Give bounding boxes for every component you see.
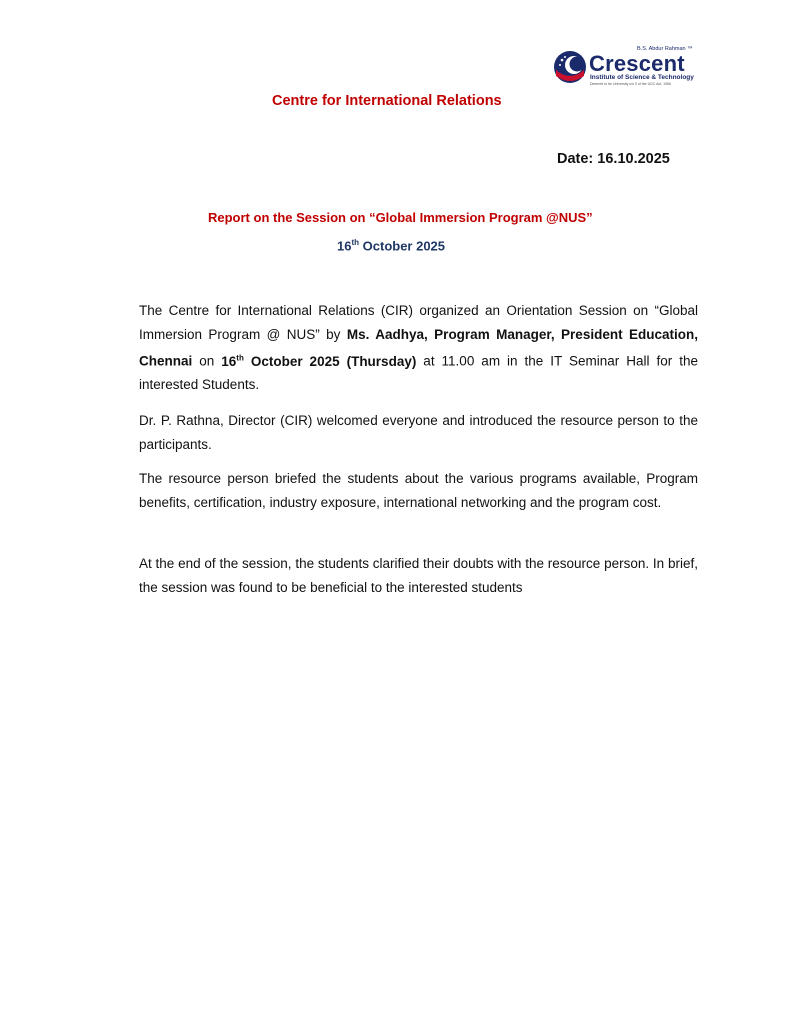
department-heading: Centre for International Relations <box>272 93 502 109</box>
report-date: Date: 16.10.2025 <box>557 151 670 167</box>
report-title: Report on the Session on “Global Immersion Program @NUS” <box>208 210 593 225</box>
logo-tagline: Deemed to be University u/s 3 of the UGC Act, 1956 <box>590 82 671 86</box>
paragraph-welcome: Dr. P. Rathna, Director (CIR) welcomed everyone and introduced the resource person to the participants. <box>139 413 698 452</box>
paragraph-conclusion: At the end of the session, the students clarified their doubts with the resource person. In brief, the session was found to be beneficial to the interested students <box>139 556 698 595</box>
crescent-emblem-icon <box>553 50 587 84</box>
logo-top-text: B.S. Abdur Rahman ™ <box>637 46 693 52</box>
speaker-name: Ms. Aadhya, Program Manager, President Education, Chennai <box>139 326 698 369</box>
logo-wordmark: Crescent <box>589 51 685 76</box>
logo-subtitle: Institute of Science & Technology <box>590 74 694 81</box>
report-session-date: 16th October 2025 <box>337 238 446 254</box>
session-date-inline: 16th October 2025 (Thursday) <box>221 353 417 369</box>
institution-logo <box>553 46 703 90</box>
paragraph-briefing: The resource person briefed the students about the various programs available, Program benefits, certification, industry exposure, international networking and the program cost. <box>139 471 698 510</box>
paragraph-intro: The Centre for International Relations (CIR) organized an Orientation Session on “Global Immersion Program @ NUS” by Ms. Aadhya, Program Manager, President Education, Chennai on 16th October 2025 (Thursday) at 11.00 am in the IT Seminar Hall for the interested Students. <box>139 303 698 392</box>
